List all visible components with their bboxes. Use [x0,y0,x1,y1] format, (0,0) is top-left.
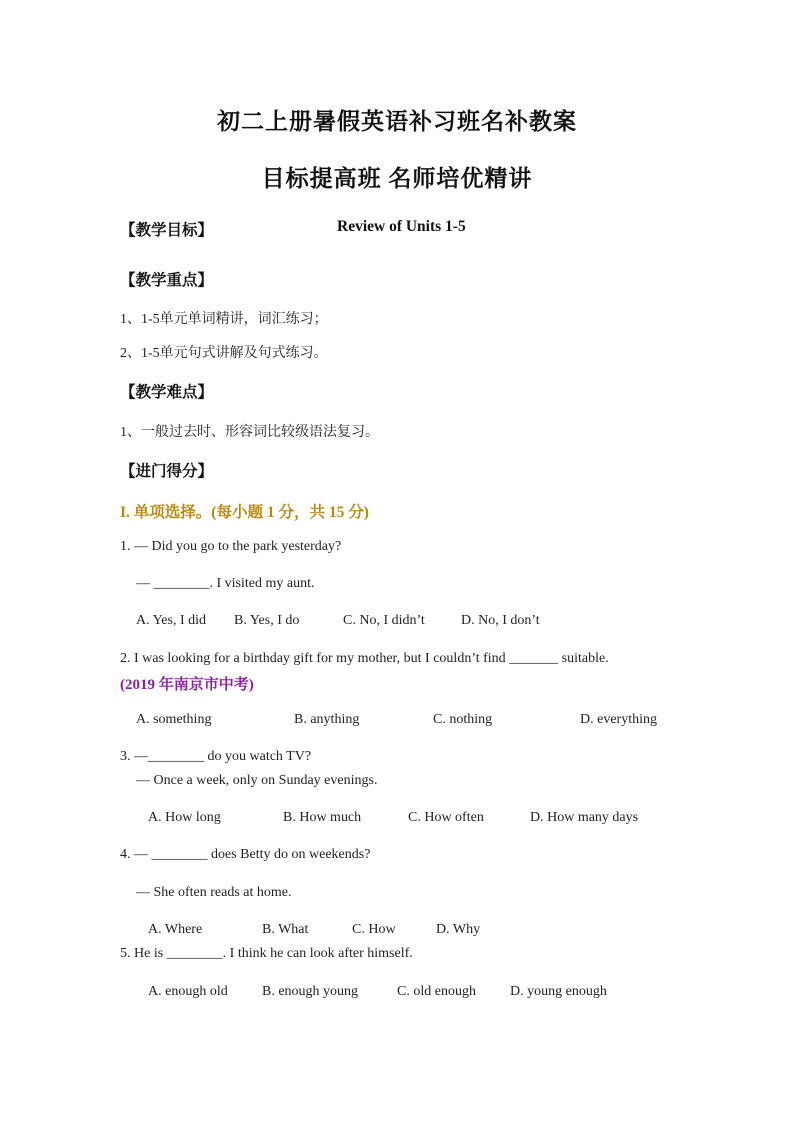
question-5-option-b: B. enough young [262,984,359,999]
question-4-stem: 4. — ________ does Betty do on weekends? [120,847,371,862]
document-subtitle: 目标提高班 名师培优精讲 [261,166,533,191]
entry-test-label: 【进门得分】 [120,463,214,480]
key-points-label: 【教学重点】 [120,272,214,289]
objective-label: 【教学目标】 [120,222,214,239]
question-1-stem: 1. — Did you go to the park yesterday? [120,539,342,554]
question-4-stem-reply: — She often reads at home. [136,885,292,900]
question-2-option-c: C. nothing [433,712,493,727]
question-2-option-a: A. something [136,712,212,727]
question-2-stem: 2. I was looking for a birthday gift for my mother, but I couldn’t find _______ suitable. [120,651,609,666]
question-3-option-d: D. How many days [530,810,639,825]
question-4-option-b: B. What [262,922,309,937]
objective-value: Review of Units 1-5 [337,218,466,235]
question-3-stem: 3. —________ do you watch TV? [120,749,312,764]
question-1-option-d: D. No, I don’t [461,613,540,628]
key-point-item: 2、1-5单元句式讲解及句式练习。 [120,346,328,361]
document-title: 初二上册暑假英语补习班名补教案 [217,109,577,134]
question-1-stem-reply: — ________. I visited my aunt. [136,576,315,591]
question-5-stem: 5. He is ________. I think he can look after himself. [120,946,413,961]
question-4-option-c: C. How [352,922,396,937]
question-1-option-b: B. Yes, I do [234,613,300,628]
key-point-item: 1、1-5单元单词精讲，词汇练习； [120,312,328,327]
question-5-option-d: D. young enough [510,984,607,999]
question-1-option-a: A. Yes, I did [136,613,207,628]
question-2-option-d: D. everything [580,712,657,727]
question-3-stem-reply: — Once a week, only on Sunday evenings. [136,773,378,788]
question-5-option-c: C. old enough [397,984,476,999]
question-3-option-c: C. How often [408,810,484,825]
question-2-option-b: B. anything [294,712,360,727]
question-5-option-a: A. enough old [148,984,228,999]
question-3-option-a: A. How long [148,810,221,825]
question-4-option-a: A. Where [148,922,203,937]
question-2-source: (2019 年南京市中考) [120,677,254,693]
question-3-option-b: B. How much [283,810,362,825]
difficulty-item: 1、一般过去时、形容词比较级语法复习。 [120,425,379,440]
question-4-option-d: D. Why [436,922,481,937]
difficulties-label: 【教学难点】 [120,384,214,401]
question-1-option-c: C. No, I didn’t [343,613,425,628]
section-heading: I. 单项选择。(每小题 1 分，共 15 分) [120,504,369,521]
